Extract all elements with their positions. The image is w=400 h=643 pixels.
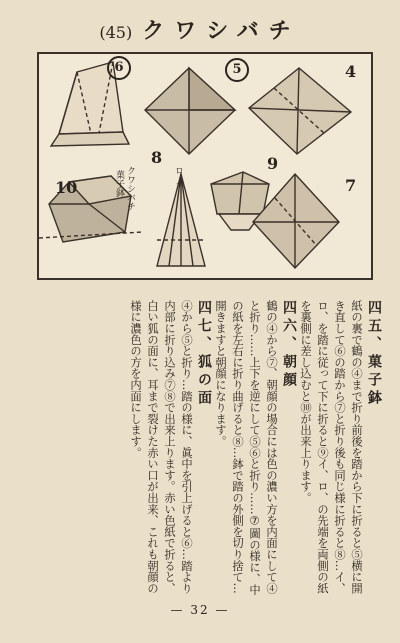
section-body-47: ④から⑤と折り…踏の様に、眞中を引上げると⑥…踏より内部に折り込み⑦⑧で出来上ります。赤い色紙で折ると、白い狐の面に、耳まで裂けた赤い口が出来、これも朝顔の様に濃色の方を内面にします。 [129,300,193,594]
figure-label-4: 4 [345,62,357,81]
origami-figure-panel [37,52,373,280]
page-footer-number: — 32 — [170,603,230,617]
page-header [0,14,400,50]
figure-label-9: 9 [267,154,279,173]
origami-diagrams [39,54,371,278]
page-number: (45) [99,23,133,42]
figure-label-8: 8 [151,148,163,167]
section-heading-45: 四五、菓子鉢 [366,300,382,408]
section-body-46: 鶴の④から⑦、朝顔の場合には色の濃い方を内面にして④と折り……上下を逆にして⑤⑥と折り……⑦圖の様に、中の紙を左右に折り曲げると⑧…鉢で踏の外側を切り捨て…開きますと朝顔になります。 [214,300,278,596]
figure-note-kanji: 菓子鉢 [114,170,124,197]
section-heading-47: 四七、狐の面 [196,300,212,408]
figure-note-marks: ロ イ [173,166,183,187]
figure-label-5: 5 [225,58,249,82]
section-body-45: 紙の裏で鶴の④まで折り前後を踏から下に折ると⑤横に開き直して⑥の踏から⑦と折り後も同じ様に折ると⑧…イ、ロ、を踏に従って下に折ると⑨イ、ロ、の先端を両側の紙を裏側に差し込むと⑩が出来上ります。 [299,300,363,594]
vertical-text-body [18,300,382,596]
figure-label-6: 6 [107,56,131,80]
figure-note-kana: クワシバチ [125,166,135,211]
page-title: クワシバチ [142,18,301,44]
section-heading-46: 四六、朝顔 [281,300,297,390]
figure-label-7: 7 [345,176,357,195]
figure-label-10: 10 [55,178,78,197]
